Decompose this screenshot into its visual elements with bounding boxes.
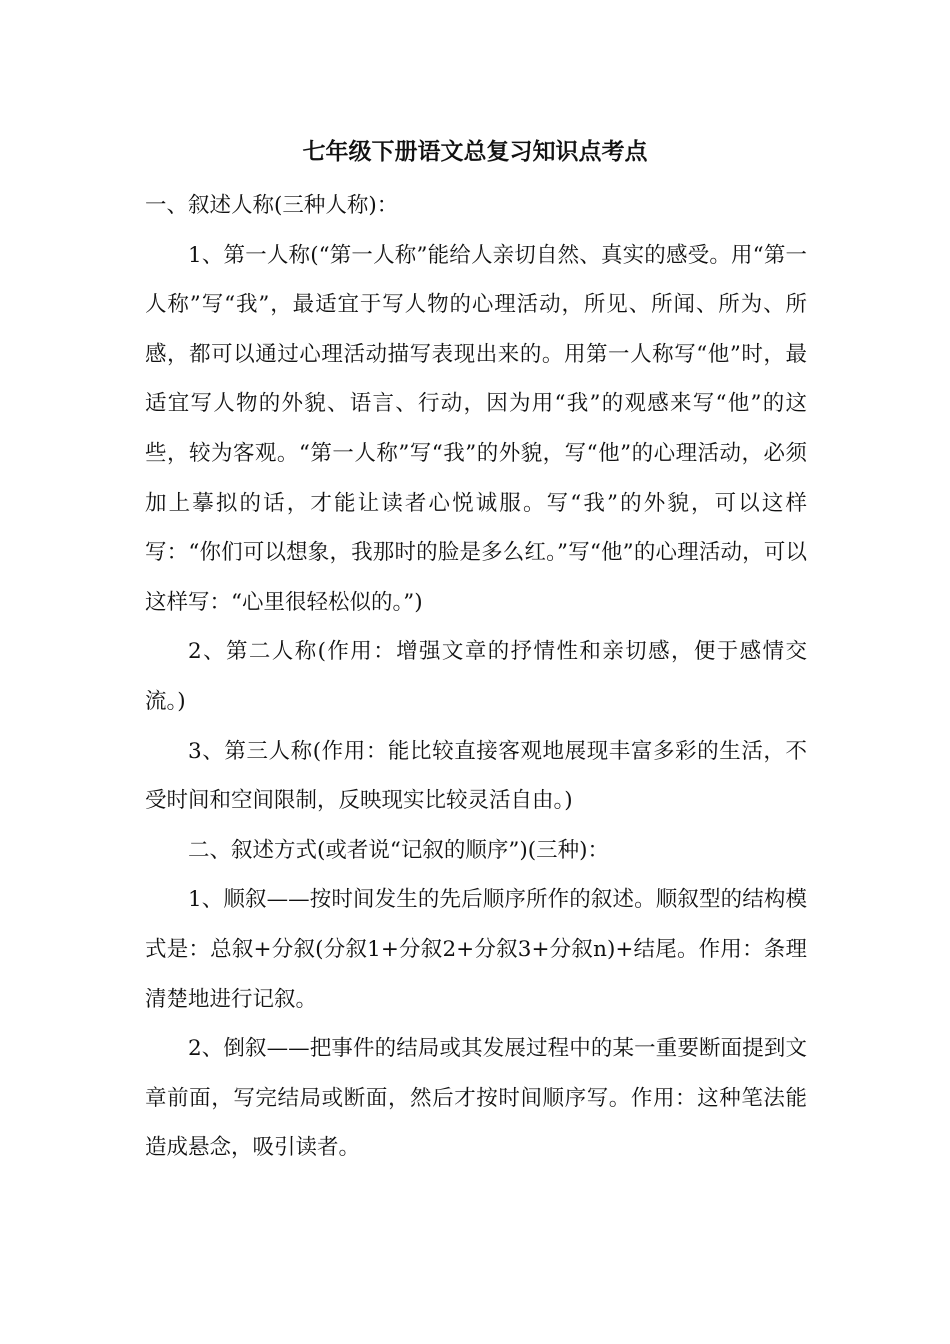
paragraph-chronological: 1、顺叙——按时间发生的先后顺序所作的叙述。顺叙型的结构模式是：总叙+分叙(分叙1+分叙2+分叙3+分叙n)+结尾。作用：条理清楚地进行记叙。	[145, 887, 807, 1012]
section-heading-narrative-order: 二、叙述方式(或者说“记叙的顺序”)(三种)：	[188, 837, 610, 863]
paragraph-second-person: 2、第二人称(作用：增强文章的抒情性和亲切感，便于感情交流。)	[145, 639, 807, 714]
section-heading-narrative-person: 一、叙述人称(三种人称)：	[145, 193, 399, 218]
document-body	[145, 181, 807, 1173]
paragraph-flashback: 2、倒叙——把事件的结局或其发展过程中的某一重要断面提到文章前面，写完结局或断面，然后才按时间顺序写。作用：这种笔法能造成悬念，吸引读者。	[145, 1036, 807, 1161]
document-title: 七年级下册语文总复习知识点考点	[302, 139, 648, 165]
paragraph-third-person: 3、第三人称(作用：能比较直接客观地展现丰富多彩的生活，不受时间和空间限制，反映现实比较灵活自由。)	[145, 738, 807, 814]
paragraph-first-person: 1、第一人称(“第一人称”能给人亲切自然、真实的感受。用“第一人称”写“我”，最适宜于写人物的心理活动，所见、所闻、所为、所感，都可以通过心理活动描写表现出来的。用第一人称写“他”时，最适宜写人物的外貌、语言、行动，因为用“我”的观感来写“他”的这些，较为客观。“第一人称”写“我”的外貌，写“他”的心理活动，必须加上摹拟的话，才能让读者心悦诚服。写“我”的外貌，可以这样写：“你们可以想象，我那时的脸是多么红。”写“他”的心理活动，可以这样写：“心里很轻松似的。”)	[145, 242, 807, 615]
